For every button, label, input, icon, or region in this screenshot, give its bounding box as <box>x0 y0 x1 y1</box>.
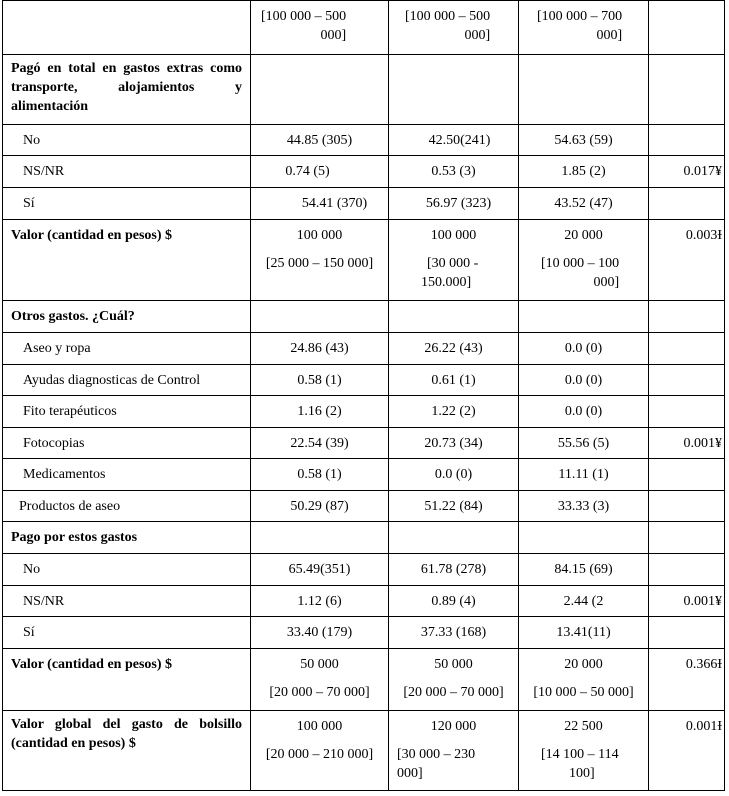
cell-col1: 24.86 (43) <box>251 333 389 365</box>
cell-col3: 43.52 (47) <box>519 188 649 220</box>
cell-col2: 50 000 [20 000 – 70 000] <box>389 649 519 711</box>
table-row <box>3 55 725 125</box>
row-label: Aseo y ropa <box>3 333 251 365</box>
table-row <box>3 301 725 333</box>
cell-col2: 0.61 (1) <box>389 365 519 396</box>
section-heading: Pagó en total en gastos extras como transporte, alojamientos y alimentación <box>3 55 251 125</box>
row-label: NS/NR <box>3 156 251 188</box>
cell-col1: 0.58 (1) <box>251 365 389 396</box>
cell-col2: [100 000 – 500 000] <box>389 1 519 55</box>
cell-col2: 0.0 (0) <box>389 459 519 491</box>
row-label: Sí <box>3 617 251 649</box>
cell-pvalue <box>649 1 725 55</box>
table-row <box>3 522 725 554</box>
cell-col2: 51.22 (84) <box>389 491 519 522</box>
cell-col2: 42.50(241) <box>389 125 519 156</box>
table-row <box>3 459 725 491</box>
cell-col3: 84.15 (69) <box>519 554 649 586</box>
cell-col2: 100 000 [30 000 - 150.000] <box>389 220 519 301</box>
cell-pvalue: 0.001¥ <box>649 428 725 459</box>
cell-col2: 26.22 (43) <box>389 333 519 365</box>
row-label: Valor global del gasto de bolsillo (cantidad en pesos) $ <box>3 711 251 791</box>
cell-col3: 33.33 (3) <box>519 491 649 522</box>
cell-col3: 0.0 (0) <box>519 396 649 428</box>
table-row <box>3 428 725 459</box>
cell-col3: 54.63 (59) <box>519 125 649 156</box>
row-label: Valor (cantidad en pesos) $ <box>3 649 251 711</box>
cell-pvalue <box>649 188 725 220</box>
table-row <box>3 333 725 365</box>
cell-col2: 20.73 (34) <box>389 428 519 459</box>
cell-col1: 1.16 (2) <box>251 396 389 428</box>
cell-col2: 37.33 (168) <box>389 617 519 649</box>
row-label: Sí <box>3 188 251 220</box>
expenses-table <box>2 0 725 791</box>
table-row <box>3 365 725 396</box>
table-row <box>3 554 725 586</box>
cell-col3: 11.11 (1) <box>519 459 649 491</box>
table-row <box>3 396 725 428</box>
cell-pvalue: 0.001¥ <box>649 586 725 617</box>
table-row <box>3 1 725 55</box>
row-label: Ayudas diagnosticas de Control <box>3 365 251 396</box>
cell-col1: 0.58 (1) <box>251 459 389 491</box>
table-row <box>3 220 725 301</box>
cell-col1: 100 000 [25 000 – 150 000] <box>251 220 389 301</box>
cell-col2: 1.22 (2) <box>389 396 519 428</box>
section-heading: Pago por estos gastos <box>3 522 251 554</box>
cell-col1: 100 000 [20 000 – 210 000] <box>251 711 389 791</box>
row-label <box>3 1 251 55</box>
cell-col1: 50 000 [20 000 – 70 000] <box>251 649 389 711</box>
cell-col1: 54.41 (370) <box>251 188 389 220</box>
row-label: Productos de aseo <box>3 491 251 522</box>
cell-pvalue: 0.001Ɨ <box>649 711 725 791</box>
cell-pvalue <box>649 396 725 428</box>
row-label: Medicamentos <box>3 459 251 491</box>
cell-pvalue <box>649 491 725 522</box>
cell-col1: 1.12 (6) <box>251 586 389 617</box>
table-row <box>3 491 725 522</box>
cell-col3: [100 000 – 700 000] <box>519 1 649 55</box>
cell-col2: 0.53 (3) <box>389 156 519 188</box>
cell-pvalue <box>649 125 725 156</box>
cell-col3: 2.44 (2 <box>519 586 649 617</box>
table-row <box>3 156 725 188</box>
cell-col3: 20 000 [10 000 – 100 000] <box>519 220 649 301</box>
cell-col1: 65.49(351) <box>251 554 389 586</box>
row-label: Fotocopias <box>3 428 251 459</box>
cell-col1: 22.54 (39) <box>251 428 389 459</box>
cell-col1: 50.29 (87) <box>251 491 389 522</box>
cell-pvalue <box>649 333 725 365</box>
table-row <box>3 586 725 617</box>
row-label: No <box>3 554 251 586</box>
cell-col3: 0.0 (0) <box>519 365 649 396</box>
cell-col3: 13.41(11) <box>519 617 649 649</box>
cell-pvalue <box>649 554 725 586</box>
row-label: NS/NR <box>3 586 251 617</box>
cell-col2: 0.89 (4) <box>389 586 519 617</box>
cell-col2: 61.78 (278) <box>389 554 519 586</box>
cell-pvalue <box>649 459 725 491</box>
section-heading: Otros gastos. ¿Cuál? <box>3 301 251 333</box>
table-row <box>3 125 725 156</box>
cell-pvalue: 0.003Ɨ <box>649 220 725 301</box>
cell-pvalue: 0.366Ɨ <box>649 649 725 711</box>
cell-col3: 20 000 [10 000 – 50 000] <box>519 649 649 711</box>
cell-pvalue <box>649 365 725 396</box>
cell-pvalue: 0.017¥ <box>649 156 725 188</box>
cell-col3: 1.85 (2) <box>519 156 649 188</box>
cell-col2: 120 000 [30 000 – 230 000] <box>389 711 519 791</box>
cell-col3: 22 500 [14 100 – 114 100] <box>519 711 649 791</box>
cell-col3: 55.56 (5) <box>519 428 649 459</box>
row-label: Valor (cantidad en pesos) $ <box>3 220 251 301</box>
cell-col1: [100 000 – 500 000] <box>251 1 389 55</box>
cell-col3: 0.0 (0) <box>519 333 649 365</box>
row-label: No <box>3 125 251 156</box>
cell-col1: 33.40 (179) <box>251 617 389 649</box>
cell-col1: 0.74 (5) <box>251 156 389 188</box>
table-row <box>3 649 725 711</box>
row-label: Fito terapéuticos <box>3 396 251 428</box>
cell-pvalue <box>649 617 725 649</box>
cell-col2: 56.97 (323) <box>389 188 519 220</box>
table-row <box>3 188 725 220</box>
cell-col1: 44.85 (305) <box>251 125 389 156</box>
table-row <box>3 711 725 791</box>
table-row <box>3 617 725 649</box>
